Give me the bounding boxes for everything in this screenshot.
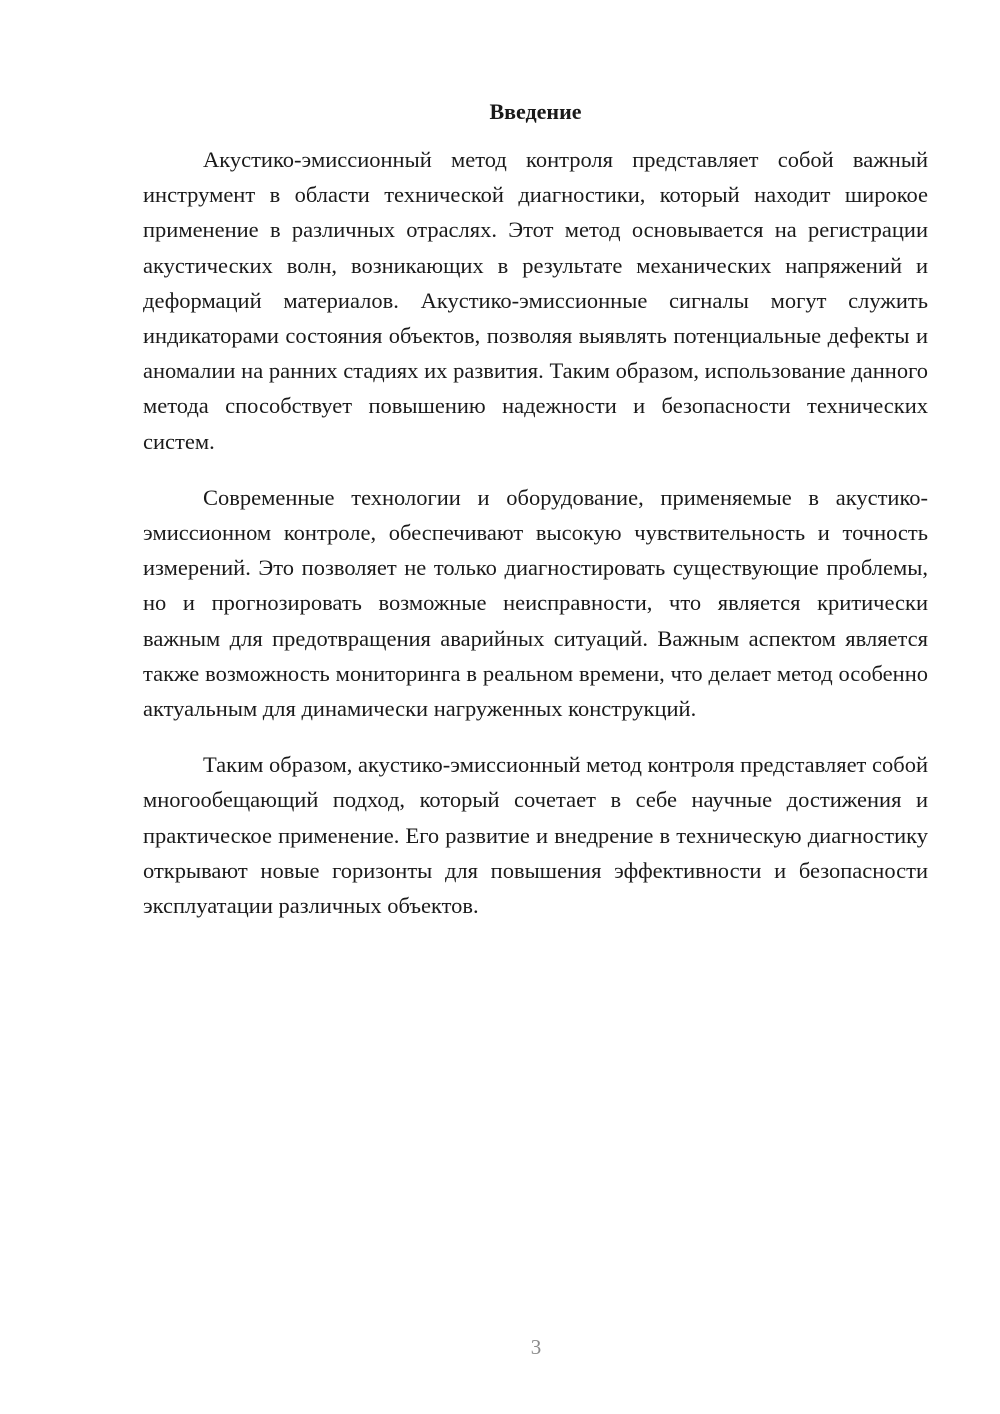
paragraph-3: Таким образом, акустико-эмиссионный метод контроля представляет собой многообещающий подход, который сочетает в себе научные достижения и практическое применение. Его развитие и внедрение в техническую диагностику открывают новые горизонты для повышения эффективности и безопасности эксплуатации различных объектов.	[143, 752, 928, 919]
page-title: Введение	[489, 99, 582, 124]
page-number: 3	[530, 1335, 542, 1359]
paragraph-2: Современные технологии и оборудование, применяемые в акустико-эмиссионном контроле, обеспечивают высокую чувствительность и точность измерений. Это позволяет не только диагностировать существующие проблемы, но и прогнозировать возможные неисправности, что является критически важным для предотвращения аварийных ситуаций. Важным аспектом является также возможность мониторинга в реальном времени, что делает метод особенно актуальным для динамически нагруженных конструкций.	[143, 484, 928, 722]
document-body	[143, 142, 928, 923]
paragraph-1: Акустико-эмиссионный метод контроля представляет собой важный инструмент в области технической диагностики, который находит широкое применение в различных отраслях. Этот метод основывается на регистрации акустических волн, возникающих в результате механических напряжений и деформаций материалов. Акустико-эмиссионные сигналы могут служить индикаторами состояния объектов, позволяя выявлять потенциальные дефекты и аномалии на ранних стадиях их развития. Таким образом, использование данного метода способствует повышению надежности и безопасности технических систем.	[143, 147, 928, 454]
